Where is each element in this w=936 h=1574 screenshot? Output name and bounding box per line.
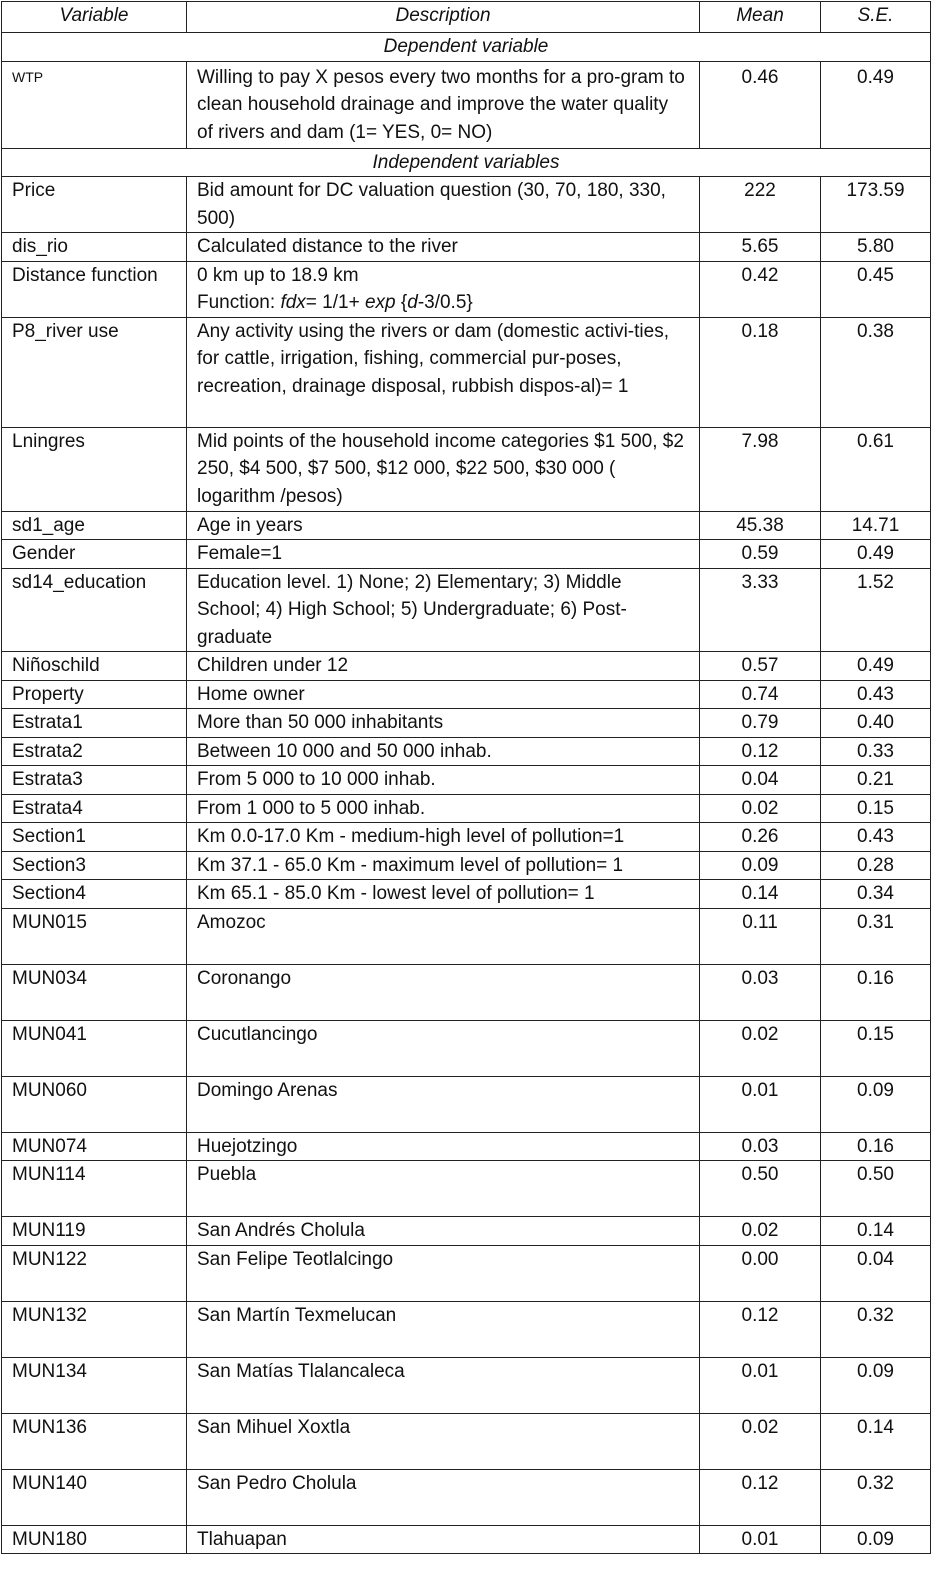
cell-se: 0.32: [821, 1301, 931, 1357]
cell-variable: Niñoschild: [2, 652, 187, 681]
table-row-b8: [2, 737, 931, 766]
table-row-b25: [2, 1469, 931, 1525]
cell-description: Home owner: [187, 680, 700, 709]
table-row-wtp: [2, 61, 931, 148]
cell-description: San Felipe Teotlalcingo: [187, 1245, 700, 1301]
cell-se: 0.14: [821, 1413, 931, 1469]
cell-variable: dis_rio: [2, 233, 187, 262]
cell-se: 0.34: [821, 880, 931, 909]
header-variable: Variable: [2, 2, 187, 33]
cell-se: 0.28: [821, 851, 931, 880]
cell-se: 0.04: [821, 1245, 931, 1301]
cell-variable: Estrata1: [2, 709, 187, 738]
cell-mean: 0.03: [700, 964, 821, 1020]
cell-se: 0.50: [821, 1161, 931, 1217]
cell-variable: MUN136: [2, 1413, 187, 1469]
table-row-b9: [2, 766, 931, 795]
table-row-b15: [2, 964, 931, 1020]
cell-variable: sd1_age: [2, 511, 187, 540]
cell-mean: 0.59: [700, 540, 821, 569]
cell-variable: Gender: [2, 540, 187, 569]
cell-variable: P8_river use: [2, 317, 187, 427]
table-row-b24: [2, 1413, 931, 1469]
variables-table: [1, 1, 931, 1554]
cell-description: Puebla: [187, 1161, 700, 1217]
table-row-b19: [2, 1161, 931, 1217]
cell-variable: Estrata2: [2, 737, 187, 766]
cell-se: 0.16: [821, 1132, 931, 1161]
cell-description: Domingo Arenas: [187, 1076, 700, 1132]
cell-mean: 0.12: [700, 737, 821, 766]
cell-description: Calculated distance to the river: [187, 233, 700, 262]
table-row-b26: [2, 1525, 931, 1554]
cell-variable: Distance function: [2, 261, 187, 317]
cell-description: Km 65.1 - 85.0 Km - lowest level of pollution= 1: [187, 880, 700, 909]
cell-se: 0.45: [821, 261, 931, 317]
cell-se: 0.15: [821, 794, 931, 823]
cell-mean: 0.02: [700, 1020, 821, 1076]
cell-mean: 0.12: [700, 1301, 821, 1357]
cell-description: San Mihuel Xoxtla: [187, 1413, 700, 1469]
cell-variable: MUN132: [2, 1301, 187, 1357]
table-row-b17: [2, 1076, 931, 1132]
table-row-b13: [2, 880, 931, 909]
cell-variable: Lningres: [2, 427, 187, 511]
cell-mean: 7.98: [700, 427, 821, 511]
table-row-a0: [2, 177, 931, 233]
table-row-b3: [2, 540, 931, 569]
cell-se: 0.49: [821, 540, 931, 569]
cell-description: Between 10 000 and 50 000 inhab.: [187, 737, 700, 766]
table-row-a1: [2, 233, 931, 262]
cell-description: Mid points of the household income categories $1 500, $2 250, $4 500, $7 500, $12 000, $22 500, $30 000 ( logarithm /pesos): [187, 427, 700, 511]
cell-description: Amozoc: [187, 908, 700, 964]
cell-se: 0.43: [821, 823, 931, 852]
header-row: [2, 2, 931, 33]
cell-mean: 0.04: [700, 766, 821, 795]
table-row-b11: [2, 823, 931, 852]
cell-se: 0.33: [821, 737, 931, 766]
section-row-dependent: [2, 33, 931, 62]
header-se: S.E.: [821, 2, 931, 33]
cell-description: More than 50 000 inhabitants: [187, 709, 700, 738]
cell-variable: Property: [2, 680, 187, 709]
table-row-b7: [2, 709, 931, 738]
table-row-b12: [2, 851, 931, 880]
cell-se: 0.16: [821, 964, 931, 1020]
cell-mean: 0.02: [700, 794, 821, 823]
cell-description: Cucutlancingo: [187, 1020, 700, 1076]
cell-variable: WTP: [2, 61, 187, 148]
cell-mean: 222: [700, 177, 821, 233]
cell-description: Bid amount for DC valuation question (30, 70, 180, 330, 500): [187, 177, 700, 233]
cell-mean: 0.42: [700, 261, 821, 317]
cell-variable: Price: [2, 177, 187, 233]
cell-se: 0.49: [821, 61, 931, 148]
cell-description: From 5 000 to 10 000 inhab.: [187, 766, 700, 795]
cell-se: 0.49: [821, 652, 931, 681]
cell-description: Children under 12: [187, 652, 700, 681]
cell-mean: 0.18: [700, 317, 821, 427]
cell-description: Tlahuapan: [187, 1525, 700, 1554]
cell-variable: Section3: [2, 851, 187, 880]
cell-description: Huejotzingo: [187, 1132, 700, 1161]
cell-mean: 0.12: [700, 1469, 821, 1525]
section-row-independent: [2, 148, 931, 177]
cell-variable: MUN015: [2, 908, 187, 964]
cell-description: Any activity using the rivers or dam (domestic activi-ties, for cattle, irrigation, fishing, commercial pur-poses, recreation, drainage disposal, rubbish dispos-al)= 1: [187, 317, 700, 427]
cell-description: San Martín Texmelucan: [187, 1301, 700, 1357]
cell-mean: 5.65: [700, 233, 821, 262]
cell-se: 0.40: [821, 709, 931, 738]
cell-mean: 0.14: [700, 880, 821, 909]
cell-mean: 0.02: [700, 1413, 821, 1469]
table-row-b1: [2, 427, 931, 511]
cell-mean: 0.00: [700, 1245, 821, 1301]
cell-description: San Andrés Cholula: [187, 1217, 700, 1246]
cell-variable: MUN140: [2, 1469, 187, 1525]
cell-mean: 0.57: [700, 652, 821, 681]
cell-variable: Section4: [2, 880, 187, 909]
distance-range-text: 0 km up to 18.9 km: [197, 264, 359, 286]
cell-se: 0.32: [821, 1469, 931, 1525]
cell-description: San Matías Tlalancaleca: [187, 1357, 700, 1413]
cell-mean: 0.26: [700, 823, 821, 852]
cell-variable: MUN119: [2, 1217, 187, 1246]
cell-variable: sd14_education: [2, 568, 187, 652]
cell-description: Willing to pay X pesos every two months for a pro-gram to clean household drainage and improve the water quality of rivers and dam (1= YES, 0= NO): [187, 61, 700, 148]
cell-variable: MUN114: [2, 1161, 187, 1217]
section-label-independent: Independent variables: [2, 148, 931, 177]
cell-mean: 0.46: [700, 61, 821, 148]
cell-variable: Estrata3: [2, 766, 187, 795]
cell-description: From 1 000 to 5 000 inhab.: [187, 794, 700, 823]
cell-se: 5.80: [821, 233, 931, 262]
cell-se: 0.61: [821, 427, 931, 511]
cell-variable: MUN180: [2, 1525, 187, 1554]
cell-se: 1.52: [821, 568, 931, 652]
cell-variable: MUN060: [2, 1076, 187, 1132]
cell-mean: 0.11: [700, 908, 821, 964]
cell-variable: Section1: [2, 823, 187, 852]
header-description: Description: [187, 2, 700, 33]
cell-se: 0.31: [821, 908, 931, 964]
cell-mean: 0.79: [700, 709, 821, 738]
table-row-b18: [2, 1132, 931, 1161]
section-label-dependent: Dependent variable: [2, 33, 931, 62]
cell-mean: 0.74: [700, 680, 821, 709]
cell-se: 0.09: [821, 1525, 931, 1554]
cell-se: 0.14: [821, 1217, 931, 1246]
cell-description: Age in years: [187, 511, 700, 540]
cell-variable: MUN122: [2, 1245, 187, 1301]
distance-function-formula: Function: fdx= 1/1+ exp {d-3/0.5}: [197, 292, 473, 313]
table-row-distance-function: [2, 261, 931, 317]
cell-se: 173.59: [821, 177, 931, 233]
cell-variable: Estrata4: [2, 794, 187, 823]
cell-description: [187, 261, 700, 317]
cell-mean: 3.33: [700, 568, 821, 652]
cell-mean: 0.01: [700, 1076, 821, 1132]
cell-se: 0.43: [821, 680, 931, 709]
cell-variable: MUN034: [2, 964, 187, 1020]
table-row-b6: [2, 680, 931, 709]
cell-description: Education level. 1) None; 2) Elementary; 3) Middle School; 4) High School; 5) Undergraduate; 6) Post-graduate: [187, 568, 700, 652]
table-row-b20: [2, 1217, 931, 1246]
cell-description: Female=1: [187, 540, 700, 569]
cell-mean: 0.03: [700, 1132, 821, 1161]
cell-mean: 0.01: [700, 1357, 821, 1413]
cell-variable: MUN074: [2, 1132, 187, 1161]
header-mean: Mean: [700, 2, 821, 33]
table-row-b23: [2, 1357, 931, 1413]
table-row-b5: [2, 652, 931, 681]
cell-variable: MUN134: [2, 1357, 187, 1413]
cell-se: 0.09: [821, 1357, 931, 1413]
table-row-b0: [2, 317, 931, 427]
cell-description: San Pedro Cholula: [187, 1469, 700, 1525]
cell-se: 0.21: [821, 766, 931, 795]
table-row-b10: [2, 794, 931, 823]
cell-mean: 0.50: [700, 1161, 821, 1217]
cell-mean: 0.02: [700, 1217, 821, 1246]
table-row-b14: [2, 908, 931, 964]
cell-variable: MUN041: [2, 1020, 187, 1076]
table-row-b4: [2, 568, 931, 652]
cell-mean: 45.38: [700, 511, 821, 540]
table-row-b21: [2, 1245, 931, 1301]
cell-se: 0.09: [821, 1076, 931, 1132]
cell-description: Km 37.1 - 65.0 Km - maximum level of pollution= 1: [187, 851, 700, 880]
table-row-b2: [2, 511, 931, 540]
cell-mean: 0.09: [700, 851, 821, 880]
cell-se: 0.15: [821, 1020, 931, 1076]
cell-description: Km 0.0-17.0 Km - medium-high level of pollution=1: [187, 823, 700, 852]
cell-mean: 0.01: [700, 1525, 821, 1554]
table-row-b22: [2, 1301, 931, 1357]
cell-se: 14.71: [821, 511, 931, 540]
table-row-b16: [2, 1020, 931, 1076]
cell-description: Coronango: [187, 964, 700, 1020]
cell-se: 0.38: [821, 317, 931, 427]
